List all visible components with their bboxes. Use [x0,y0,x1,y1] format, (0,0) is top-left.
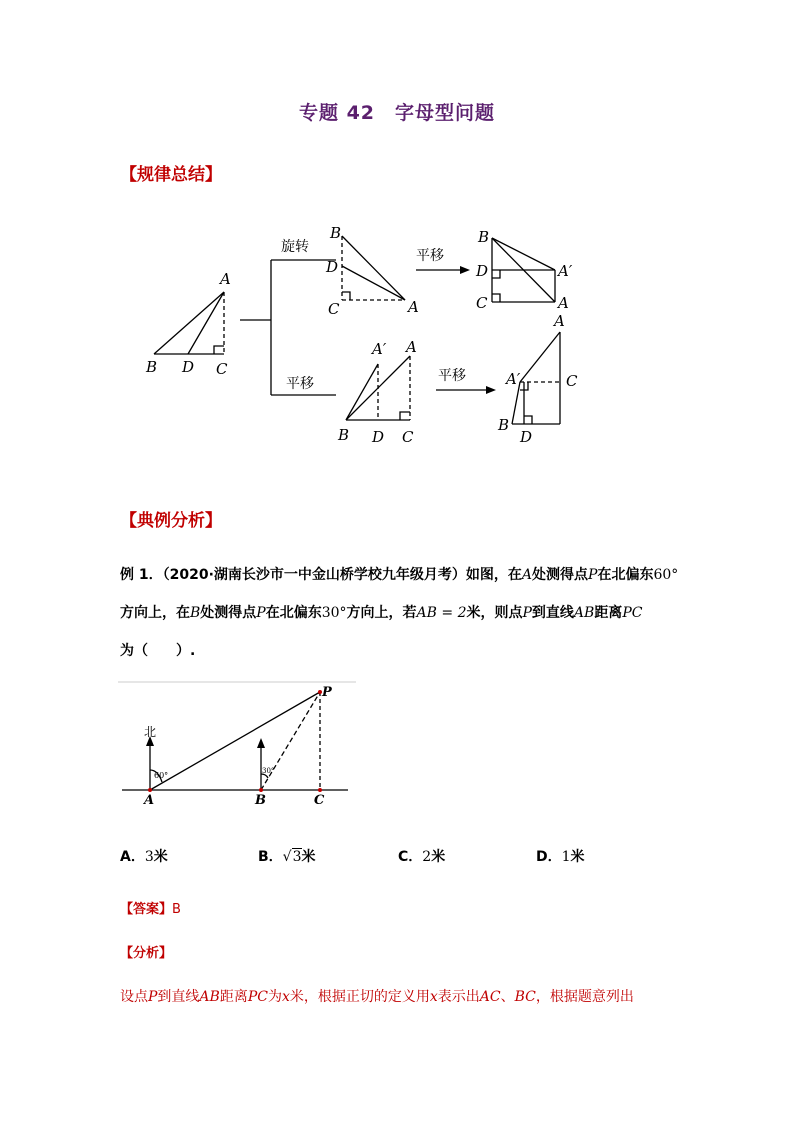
pt-c: C [328,300,340,318]
pt-b: B [330,224,342,242]
pt-b: B [255,793,266,808]
pt-b: B [338,426,350,444]
pt-d: D [372,428,385,446]
angle-30-label: 30° [262,767,275,775]
option-b[interactable]: B．√3米 [258,849,316,865]
pt-a-prime: A′ [558,262,573,280]
transformation-diagram [140,220,600,454]
example-1-line-1: 例 1．（2020·湖南长沙市一中金山桥学校九年级月考）如图，在A处测得点P在北偏东60° [120,567,679,583]
pt-d: D [326,258,339,276]
answer-options [120,846,680,868]
example-1-line-3: 为（ ）. [120,643,196,659]
rotate-label: 旋转 [281,239,309,255]
example-1-figure [118,678,358,812]
analysis-text: 设点P到直线AB距离PC为x米，根据正切的定义用x表示出AC、BC，根据题意列出 [120,989,634,1005]
option-a[interactable]: A．3米 [120,849,168,865]
pt-c: C [476,294,488,312]
answer-line: 【答案】B [120,902,181,917]
pt-b: B [498,416,510,434]
pt-a: A [406,338,417,356]
option-d[interactable]: D．1米 [536,849,585,865]
pt-b: B [146,358,158,376]
pt-d: D [520,428,533,446]
pt-b: B [478,228,490,246]
section-rules-heading: 【规律总结】 [120,165,222,185]
translate-label-3: 平移 [438,368,466,384]
page-title: 专题 42 字母型问题 [298,102,496,124]
pt-a-prime: A′ [372,340,387,358]
pt-d: D [182,358,195,376]
example-1-line-2: 方向上，在B处测得点P在北偏东30°方向上，若AB = 2米，则点P到直线AB距离PC [120,605,643,621]
analysis-heading: 【分析】 [120,946,173,961]
section-examples-heading: 【典例分析】 [120,511,222,531]
pt-c: C [216,360,228,378]
option-c[interactable]: C．2米 [398,849,446,865]
translate-label-2: 平移 [286,376,314,392]
north-label: 北 [144,725,157,739]
pt-c: C [566,372,578,390]
pt-c: C [314,793,325,808]
pt-a: A [558,294,569,312]
pt-a: A [554,312,565,330]
pt-a: A [408,298,419,316]
pt-p: P [322,685,332,700]
pt-c: C [402,428,414,446]
pt-a: A [144,793,155,808]
pt-a-prime: A′ [506,370,521,388]
angle-60-label: 60° [154,771,169,780]
pt-d: D [476,262,489,280]
translate-label-1: 平移 [416,248,444,264]
pt-a: A [220,270,231,288]
